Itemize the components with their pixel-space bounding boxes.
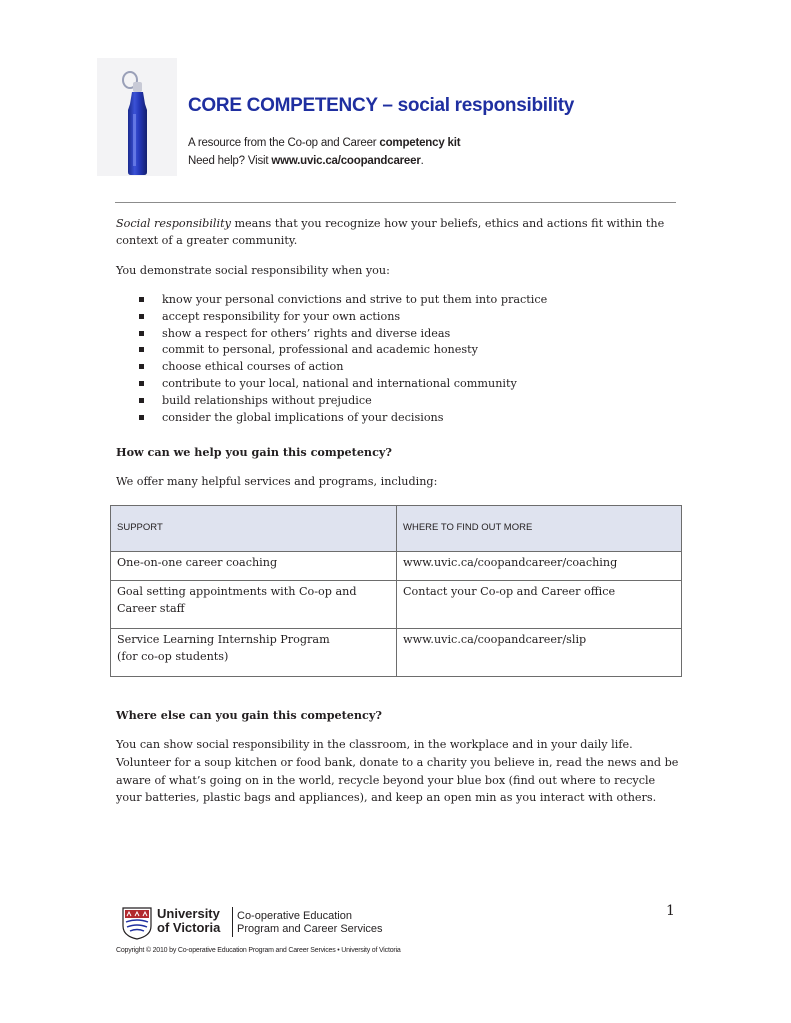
university-wordmark: University of Victoria	[157, 906, 221, 935]
table-header-row	[111, 506, 682, 552]
definition-paragraph: Social responsibility means that you recognize how your beliefs, ethics and actions fit within the context of a greater community.	[116, 217, 665, 247]
help-heading: How can we help you gain this competency?	[116, 445, 392, 459]
list-item: consider the global implications of your decisions	[138, 410, 658, 427]
page-number: 1	[666, 903, 675, 919]
list-item: accept responsibility for your own actions	[138, 309, 658, 326]
elsewhere-heading: Where else can you gain this competency?	[116, 708, 382, 722]
table-cell: One-on-one career coaching	[111, 552, 397, 581]
website-link[interactable]: www.uvic.ca/coopandcareer	[271, 155, 421, 167]
logo-divider	[232, 907, 233, 937]
table-cell-link[interactable]: www.uvic.ca/coopandcareer/slip	[397, 629, 682, 677]
water-bottle-icon	[97, 58, 177, 176]
list-item: commit to personal, professional and academic honesty	[138, 342, 658, 359]
help-intro: We offer many helpful services and programs, including:	[116, 475, 438, 488]
demonstrate-intro: You demonstrate social responsibility when you:	[116, 264, 390, 277]
resource-line: A resource from the Co-op and Career competency kit	[188, 137, 461, 149]
list-item: build relationships without prejudice	[138, 393, 658, 410]
table-cell: Goal setting appointments with Co-op and Career staff	[111, 581, 397, 629]
list-item: show a respect for others’ rights and diverse ideas	[138, 326, 658, 343]
table-cell: Contact your Co-op and Career office	[397, 581, 682, 629]
list-item: know your personal convictions and strive to put them into practice	[138, 292, 658, 309]
help-line: Need help? Visit www.uvic.ca/coopandcareer.	[188, 155, 424, 167]
table-row	[111, 629, 682, 677]
column-header-where: WHERE TO FIND OUT MORE	[397, 506, 682, 552]
department-name: Co-operative Education Program and Career Services	[237, 910, 383, 935]
table-cell-link[interactable]: www.uvic.ca/coopandcareer/coaching	[397, 552, 682, 581]
table-row	[111, 552, 682, 581]
table-row	[111, 581, 682, 629]
university-crest-icon	[121, 906, 153, 940]
page-title: CORE COMPETENCY – social responsibility	[188, 95, 574, 116]
support-table	[110, 505, 682, 677]
column-header-support: SUPPORT	[111, 506, 397, 552]
competency-list	[138, 292, 658, 426]
list-item: contribute to your local, national and international community	[138, 376, 658, 393]
header-divider	[115, 202, 676, 203]
list-item: choose ethical courses of action	[138, 359, 658, 376]
copyright-notice: Copyright © 2010 by Co-operative Education Program and Career Services • University of Victoria	[116, 947, 401, 954]
table-cell: Service Learning Internship Program (for co-op students)	[111, 629, 397, 677]
elsewhere-paragraph: You can show social responsibility in the classroom, in the workplace and in your daily life. Volunteer for a soup kitchen or food bank, donate to a charity you believe in, read the news and be aware of what’s going on in the world, recycle beyond your blue box (find out where to recycle your batteries, plastic bags and appliances), and keep an open min as you interact with others.	[116, 738, 679, 805]
